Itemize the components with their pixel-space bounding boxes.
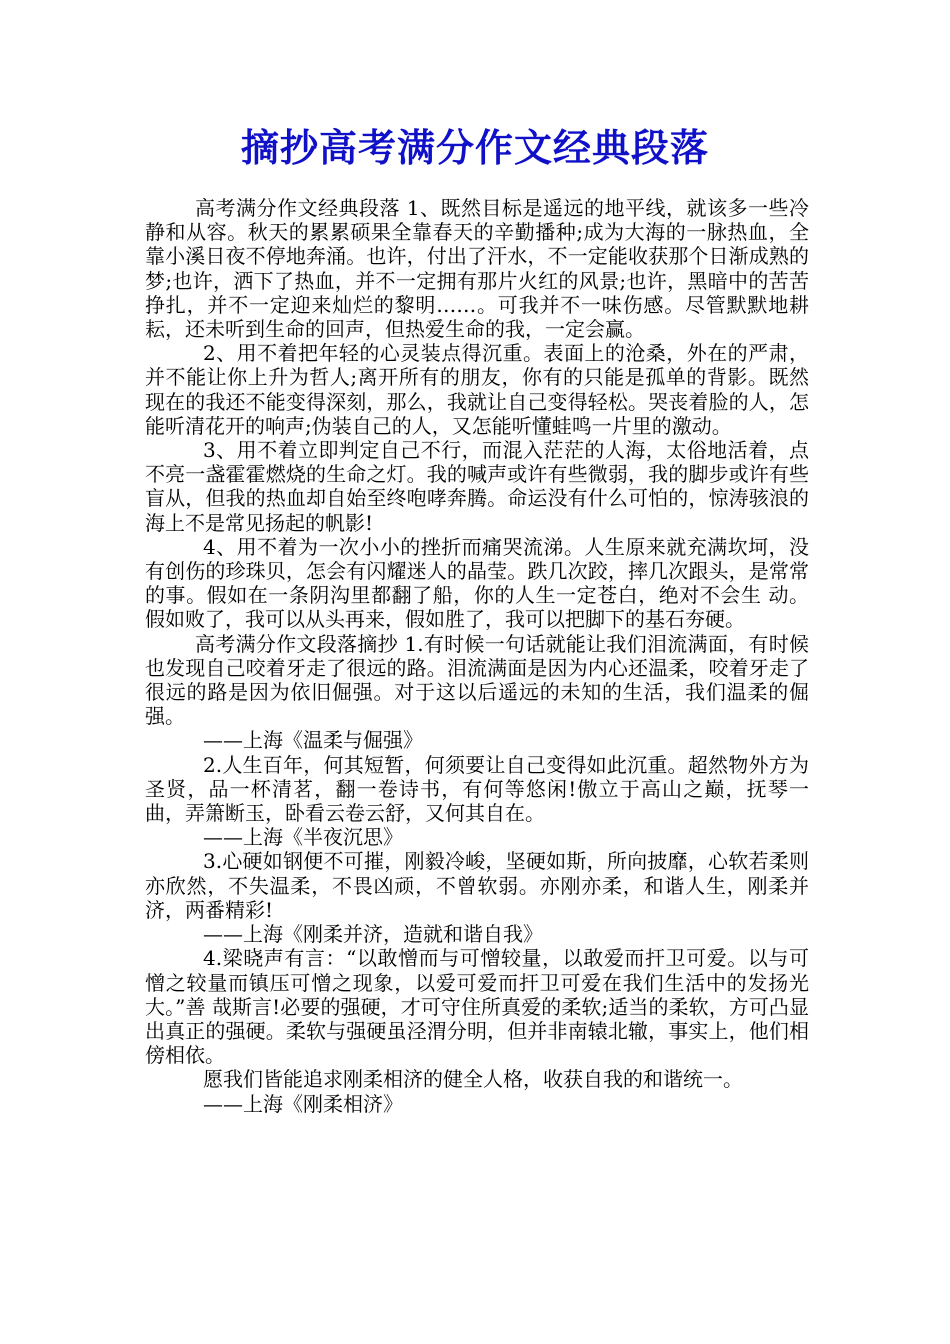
paragraph-excerpt-3: 3.心硬如钢便不可摧，刚毅冷峻，坚硬如斯，所向披靡，心软若柔则亦欣然，不失温柔，不畏凶顽，不曾软弱。亦刚亦柔，和谐人生，刚柔并济，两番精彩! xyxy=(145,849,809,922)
paragraph-essay-3: 3、用不着立即判定自己不行，而混入茫茫的人海，太俗地活着，点不亮一盏霍霍燃烧的生命之灯。我的喊声或许有些微弱，我的脚步或许有些盲从，但我的热血却自始至终咆哮奔腾。命运没有什么可怕的，惊涛骇浪的海上不是常见扬起的帆影! xyxy=(145,438,809,535)
document-title: 摘抄高考满分作文经典段落 xyxy=(240,125,709,170)
attribution-1: ——上海《温柔与倔强》 xyxy=(203,728,423,753)
paragraph-essay-1: 高考满分作文经典段落 1、既然目标是遥远的地平线，就该多一些冷静和从容。秋天的累累硕果全靠春天的辛勤播种;成为大海的一脉热血，全靠小溪日夜不停地奔涌。也许，付出了汗水，不一定能收获那个日渐成熟的梦;也许，洒下了热血，并不一定拥有那片火红的风景;也许，黑暗中的苦苦挣扎，并不一定迎来灿烂的黎明……。可我并不一味伤感。尽管默默地耕耘，还未听到生命的回声，但热爱生命的我，一定会赢。 xyxy=(145,196,809,342)
paragraph-excerpt-2: 2.人生百年，何其短暂，何须要让自己变得如此沉重。超然物外方为圣贤，品一杯清茗，翻一卷诗书，有何等悠闲!傲立于高山之巅，抚琴一曲，弄箫断玉，卧看云卷云舒，又何其自在。 xyxy=(145,752,809,826)
paragraph-closing: 愿我们皆能追求刚柔相济的健全人格，收获自我的和谐统一。 xyxy=(203,1067,743,1092)
attribution-3: ——上海《刚柔并济，造就和谐自我》 xyxy=(203,922,543,947)
paragraph-excerpt-1: 高考满分作文段落摘抄 1.有时候一句话就能让我们泪流满面，有时候也发现自己咬着牙走了很远的路。泪流满面是因为内心还温柔，咬着牙走了很远的路是因为依旧倔强。对于这以后遥远的未知的生活，我们温柔的倔强。 xyxy=(145,631,809,729)
paragraph-essay-4: 4、用不着为一次小小的挫折而痛哭流涕。人生原来就充满坎坷，没有创伤的珍珠贝，怎会有闪耀迷人的晶莹。跌几次跤，摔几次跟头，是常常的事。假如在一条阴沟里都翻了船，你的人生一定苍白，绝对不会生 动。假如败了，我可以从头再来，假如胜了，我可以把脚下的基石夯硬。 xyxy=(145,534,809,632)
attribution-2: ——上海《半夜沉思》 xyxy=(203,825,403,850)
document-body xyxy=(145,196,809,1116)
attribution-4: ——上海《刚柔相济》 xyxy=(203,1091,403,1116)
paragraph-excerpt-4: 4.梁晓声有言：“以敢憎而与可憎较量，以敢爱而扞卫可爱。以与可憎之较量而镇压可憎之现象，以爱可爱而扞卫可爱在我们生活中的发扬光大。”善 哉斯言!必要的强硬，才可守住所真爱的柔软;适当的柔软，方可凸显出真正的强硬。柔软与强硬虽泾渭分明，但并非南辕北辙，事实上，他们相傍相依。 xyxy=(145,946,809,1068)
paragraph-essay-2: 2、用不着把年轻的心灵装点得沉重。表面上的沧桑，外在的严肃，并不能让你上升为哲人;离开所有的朋友，你有的只能是孤单的背影。既然现在的我还不能变得深刻，那么，我就让自己变得轻松。哭丧着脸的人，怎能听清花开的响声;伪装自己的人，又怎能听懂蛙鸣一片里的激动。 xyxy=(145,341,809,438)
